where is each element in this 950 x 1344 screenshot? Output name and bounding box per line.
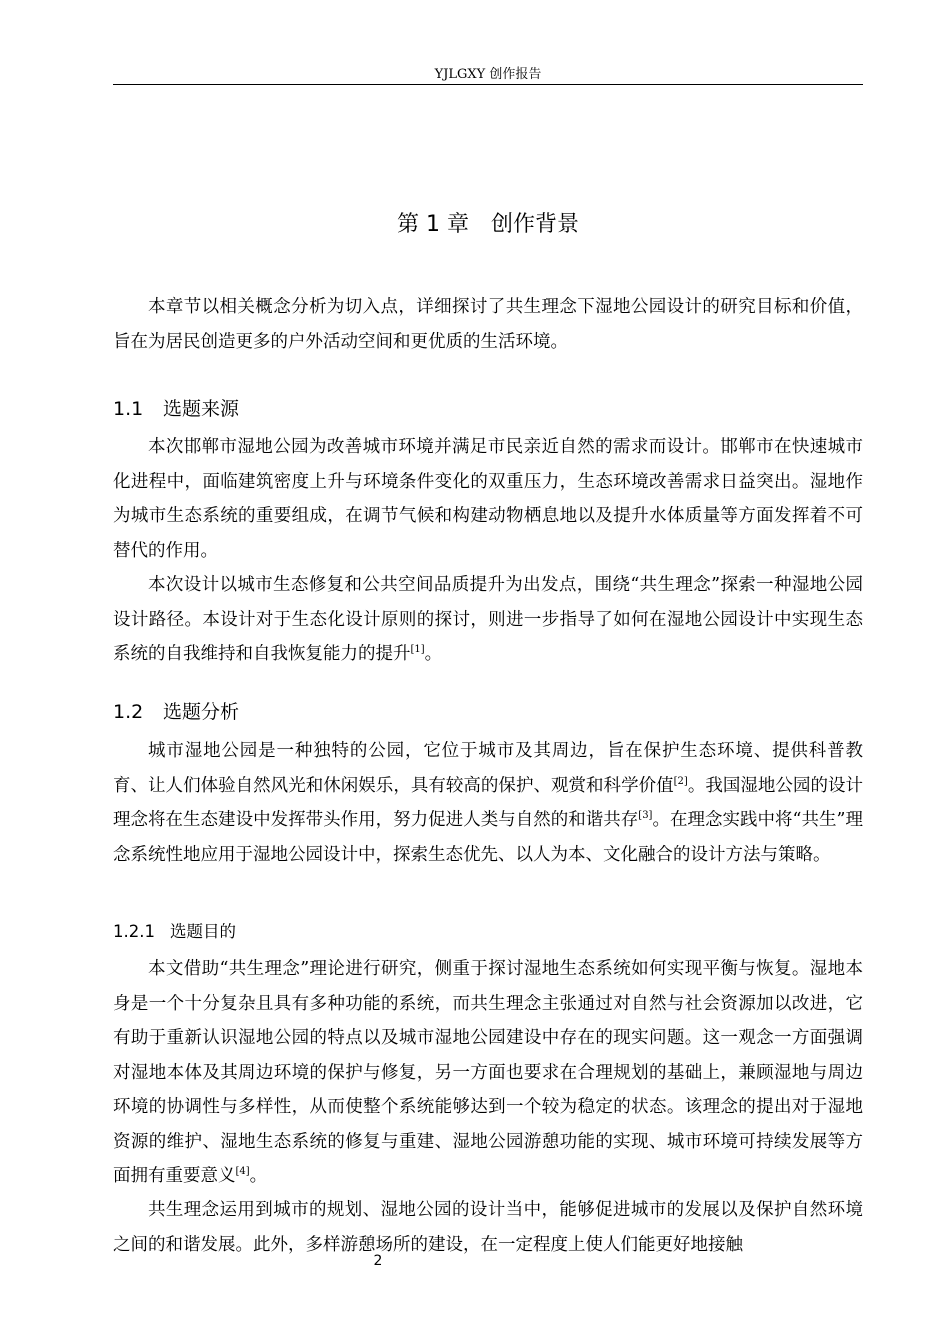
- subsection-number: 1.2.1: [113, 922, 155, 941]
- section-number: 1.2: [113, 701, 144, 723]
- chapter-title: 第 1 章 创作背景: [397, 212, 579, 237]
- intro-paragraph: 本章节以相关概念分析为切入点，详细探讨了共生理念下湿地公园设计的研究目标和价值，旨在为居民创造更多的户外活动空间和更优质的生活环境。: [113, 297, 863, 352]
- section-title: 选题分析: [163, 701, 240, 723]
- page-header: [113, 66, 863, 85]
- header-text: YJLGXY 创作报告: [434, 67, 542, 82]
- section-1-1-paragraph-1: 本次邯郸市湿地公园为改善城市环境并满足市民亲近自然的需求而设计。邯郸市在快速城市化进程中，面临建筑密度上升与环境条件变化的双重压力，生态环境改善需求日益突出。湿地作为城市生态系统的重要组成，在调节气候和构建动物栖息地以及提升水体质量等方面发挥着不可替代的作用。: [113, 437, 863, 561]
- paragraph-text: 本次设计以城市生态修复和公共空间品质提升为出发点，围绕“共生理念”探索一种湿地公园设计路径。本设计对于生态化设计原则的探讨，则进一步指导了如何在湿地公园设计中实现生态系统的自我维持和自我恢复能力的提升: [113, 575, 863, 664]
- subsection-heading-1-2-1: [113, 918, 236, 946]
- citation-ref: [1]: [410, 644, 425, 655]
- section-1-2-paragraph-1: [113, 734, 863, 872]
- section-number: 1.1: [113, 398, 144, 420]
- paragraph-end: 。: [249, 1166, 268, 1186]
- section-1-1-paragraph-2: [113, 568, 863, 672]
- paragraph-end: 。: [424, 644, 443, 664]
- paragraph-text: 城市湿地公园是一种独特的公园，它位于城市及其周边，旨在保护生态环境、提供科普教育、让人们体验自然风光和休闲娱乐，具有较高的保护、观赏和科学价值: [113, 741, 863, 796]
- paragraph-text: 本文借助“共生理念”理论进行研究，侧重于探讨湿地生态系统如何实现平衡与恢复。湿地本身是一个十分复杂且具有多种功能的系统，而共生理念主张通过对自然与社会资源加以改进，它有助于重新认识湿地公园的特点以及城市湿地公园建设中存在的现实问题。这一观念一方面强调对湿地本体及其周边环境的保护与修复，另一方面也要求在合理规划的基础上，兼顾湿地与周边环境的协调性与多样性，从而使整个系统能够达到一个较为稳定的状态。该理念的提出对于湿地资源的维护、湿地生态系统的修复与重建、湿地公园游憩功能的实现、城市环境可持续发展等方面拥有重要意义: [113, 959, 863, 1186]
- subsection-1-2-1-paragraph-2: 共生理念运用到城市的规划、湿地公园的设计当中，能够促进城市的发展以及保护自然环境之间的和谐发展。此外，多样游憩场所的建设，在一定程度上使人们能更好地接触: [113, 1200, 863, 1255]
- subsection-1-2-1-paragraph-1: [113, 952, 863, 1194]
- section-title: 选题来源: [163, 398, 240, 420]
- section-heading-1-1: [113, 394, 239, 424]
- citation-ref: [2]: [673, 775, 688, 787]
- citation-ref: [4]: [235, 1166, 250, 1177]
- section-heading-1-2: [113, 697, 239, 727]
- paragraph-text: 。在理念实践中将“共生”理念系统性地应用于湿地公园设计中，探索生态优先、以人为本、文化融合的设计方法与策略。: [113, 810, 863, 865]
- subsection-title: 选题目的: [170, 922, 236, 941]
- citation-ref: [3]: [638, 810, 653, 821]
- paragraph-text: 。我国湿地公园的设计理念将在生态建设中发挥带头作用，努力促进人类与自然的和谐共存: [113, 775, 864, 830]
- page-number: 2: [373, 1253, 383, 1269]
